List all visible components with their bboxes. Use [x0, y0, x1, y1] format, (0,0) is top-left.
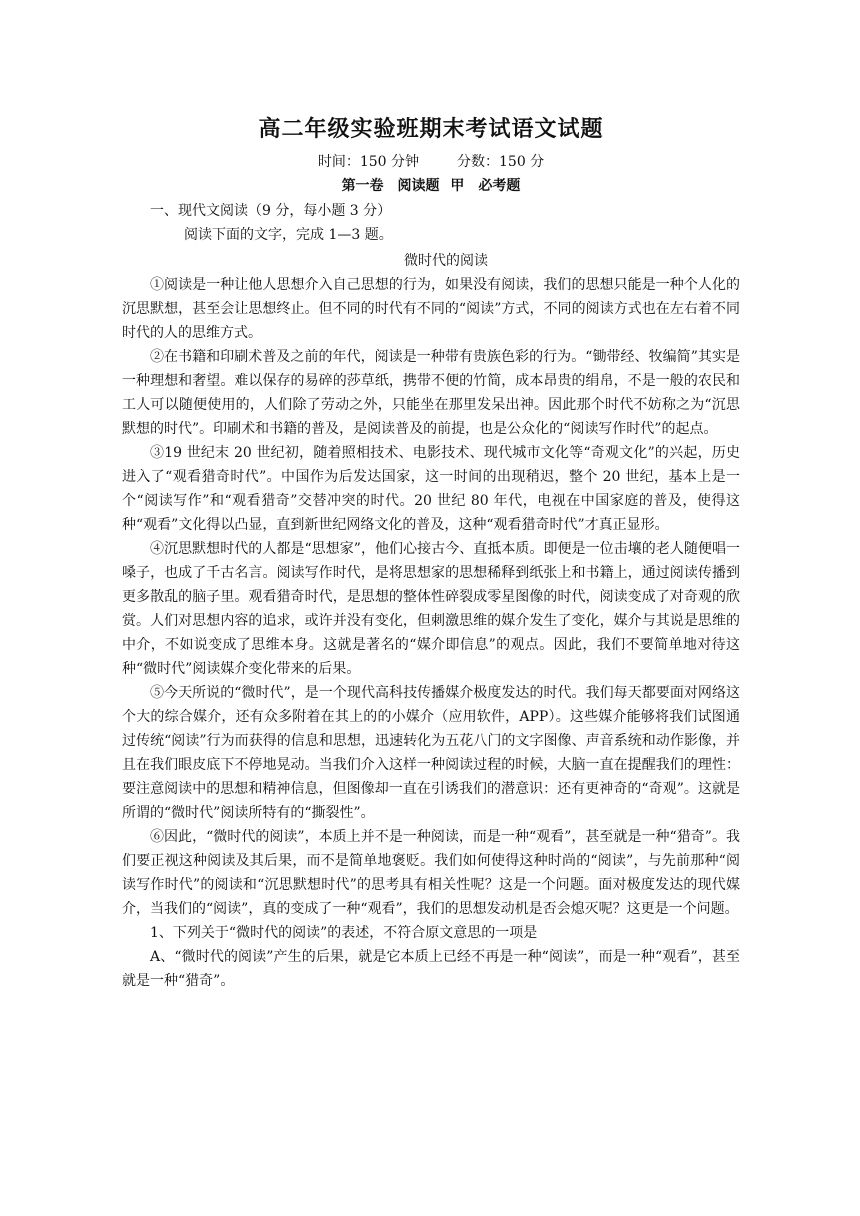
- question-1-stem: 1、下列关于“微时代的阅读”的表述，不符合原文意思的一项是: [150, 925, 538, 941]
- part-heading: 第一卷 阅读题 甲 必考题: [341, 178, 521, 194]
- article-paragraph-3: ③19 世纪末 20 世纪初，随着照相技术、电影技术、现代城市文化等“奇观文化”的兴起，历史进入了“观看猎奇时代”。中国作为后发达国家，这一时间的出现稍迟，整个 20 世纪，基本上是一个“阅读写作”和“观看猎奇”交替冲突的时代。20 世纪 80 年代，电视在中国家庭的普及，使得这种“观看”文化得以凸显，直到新世纪网络文化的普及，这种“观看猎奇时代”才真正显形。: [122, 445, 740, 533]
- article-paragraph-2: ②在书籍和印刷术普及之前的年代，阅读是一种带有贵族色彩的行为。“锄带经、牧编简”其实是一种理想和奢望。难以保存的易碎的莎草纸，携带不便的竹简，成本昂贵的绢帛，不是一般的农民和工人可以随便使用的，人们除了劳动之外，只能坐在那里发呆出神。因此那个时代不妨称之为“沉思默想的时代”。印刷术和书籍的普及，是阅读普及的前提，也是公众化的“阅读写作时代”的起点。: [122, 349, 740, 437]
- article-paragraph-1: ①阅读是一种让他人思想介入自己思想的行为，如果没有阅读，我们的思想只能是一种个人化的沉思默想，甚至会让思想终止。但不同的时代有不同的“阅读”方式，不同的阅读方式也在左右着不同时代的人的思维方式。: [122, 277, 740, 341]
- article-paragraph-5: ⑤今天所说的“微时代”，是一个现代高科技传播媒介极度发达的时代。我们每天都要面对网络这个大的综合媒介，还有众多附着在其上的的小媒介（应用软件，APP）。这些媒介能够将我们试图通过传统“阅读”行为而获得的信息和思想，迅速转化为五花八门的文字图像、声音系统和动作影像，并且在我们眼皮底下不停地晃动。当我们介入这样一种阅读过程的时候，大脑一直在提醒我们的理性：要注意阅读中的思想和精神信息，但图像却一直在引诱我们的潜意识：还有更神奇的“奇观”。这就是所谓的“微时代”阅读所特有的“撕裂性”。: [122, 685, 740, 821]
- section-heading: 一、现代文阅读（9 分，每小题 3 分）: [150, 203, 392, 219]
- article-paragraph-6: ⑥因此，“微时代的阅读”，本质上并不是一种阅读，而是一种“观看”，甚至就是一种“猎奇”。我们要正视这种阅读及其后果，而不是简单地褒贬。我们如何使得这种时尚的“阅读”，与先前那种“阅读写作时代”的阅读和“沉思默想时代”的思考具有相关性呢？这是一个问题。面对极度发达的现代媒介，当我们的“阅读”，真的变成了一种“观看”，我们的思想发动机是否会熄灭呢？这更是一个问题。: [122, 829, 740, 917]
- reading-instruction: 阅读下面的文字，完成 1—3 题。: [184, 227, 393, 243]
- exam-title: 高二年级实验班期末考试语文试题: [258, 116, 604, 142]
- exam-meta: [122, 151, 740, 173]
- exam-score: 分数：150 分: [457, 154, 545, 170]
- question-1-option-a: A、“微时代的阅读”产生的后果，就是它本质上已经不再是一种“阅读”，而是一种“观看”，甚至就是一种“猎奇”。: [122, 949, 740, 989]
- exam-time: 时间：150 分钟: [317, 154, 419, 170]
- article-title: 微时代的阅读: [404, 253, 488, 269]
- article-paragraph-4: ④沉思默想时代的人都是“思想家”，他们心接古今、直抵本质。即便是一位击壤的老人随便唱一嗓子，也成了千古名言。阅读写作时代，是将思想家的思想稀释到纸张上和书籍上，通过阅读传播到更多散乱的脑子里。观看猎奇时代，是思想的整体性碎裂成零星图像的时代，阅读变成了对奇观的欣赏。人们对思想内容的追求，或许并没有变化，但刺激思维的媒介发生了变化，媒介与其说是思维的中介，不如说变成了思维本身。这就是著名的“媒介即信息”的观点。因此，我们不要简单地对待这种“微时代”阅读媒介变化带来的后果。: [122, 541, 740, 677]
